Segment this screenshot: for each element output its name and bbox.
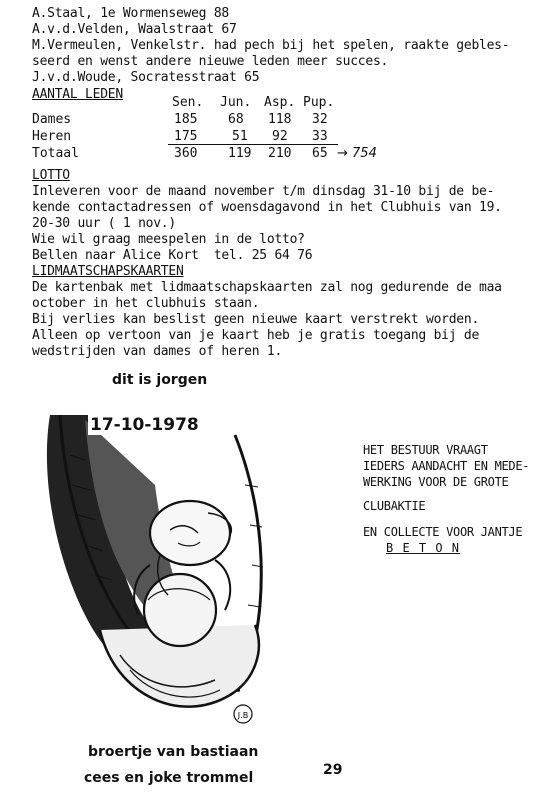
page-number: 29	[323, 762, 343, 778]
birth-caption-bottom: cees en joke trommel	[84, 770, 254, 786]
lotto-line: Wie wil graag meespelen in de lotto?	[32, 232, 305, 247]
col-jun: Jun.	[220, 95, 252, 110]
cell: 175	[174, 129, 198, 144]
lotto-heading: LOTTO	[32, 168, 70, 183]
cell: 32	[312, 112, 328, 127]
members-row-totaal	[32, 145, 432, 162]
members-heading: AANTAL LEDEN	[32, 87, 123, 102]
lotto-line: 20-30 uur ( 1 nov.)	[32, 216, 176, 231]
cell: 33	[312, 129, 328, 144]
cards-line: De kartenbak met lidmaatschapskaarten zal nog gedurende de maa	[32, 280, 502, 295]
cell: 118	[268, 112, 292, 127]
cards-line: october in het clubhuis staan.	[32, 296, 260, 311]
cell: 68	[228, 112, 244, 127]
address-line: M.Vermeulen, Venkelstr. had pech bij het spelen, raakte gebles-	[32, 38, 510, 53]
address-line: J.v.d.Woude, Socratesstraat 65	[32, 70, 260, 85]
col-asp: Asp.	[264, 95, 296, 110]
members-row-heren	[32, 128, 432, 145]
lotto-line: Bellen naar Alice Kort tel. 25 64 76	[32, 248, 313, 263]
grand-total: → 754	[337, 146, 377, 161]
birth-caption-bottom: broertje van bastiaan	[88, 744, 259, 760]
cell: 65	[312, 146, 328, 161]
address-line: seerd en wenst andere nieuwe leden meer succes.	[32, 54, 389, 69]
row-label: Heren	[32, 129, 72, 144]
cards-line: Alleen op vertoon van je kaart heb je gratis toegang bij de	[32, 328, 480, 343]
lotto-line: Inleveren voor de maand november t/m dinsdag 31-10 bij de be-	[32, 184, 495, 199]
artist-mark: J.B	[237, 711, 249, 720]
address-line: A.Staal, 1e Wormenseweg 88	[32, 6, 229, 21]
lotto-line: kende contactadressen of woensdagavond in het Clubhuis van 19.	[32, 200, 502, 215]
row-label: Totaal	[32, 146, 79, 161]
cell: 360	[174, 146, 198, 161]
birth-date: 17-10-1978	[90, 415, 199, 435]
birth-caption-top: dit is jorgen	[112, 372, 208, 388]
board-clubaktie: CLUBAKTIE	[363, 499, 426, 513]
cell: 185	[174, 112, 198, 127]
cell: 210	[268, 146, 292, 161]
address-line: A.v.d.Velden, Waalstraat 67	[32, 22, 237, 37]
cell: 119	[228, 146, 252, 161]
total-rule	[168, 144, 338, 145]
board-line: HET BESTUUR VRAAGT	[363, 443, 488, 457]
cards-line: wedstrijden van dames of heren 1.	[32, 344, 283, 359]
row-label: Dames	[32, 112, 72, 127]
members-row-dames	[32, 111, 432, 128]
col-sen: Sen.	[172, 95, 204, 110]
board-collecte: EN COLLECTE VOOR JANTJE	[363, 525, 523, 539]
cell: 51	[232, 129, 248, 144]
cell: 92	[272, 129, 288, 144]
board-line: WERKING VOOR DE GROTE	[363, 475, 509, 489]
col-pup: Pup.	[303, 95, 335, 110]
members-header-row	[32, 94, 432, 111]
board-line: IEDERS AANDACHT EN MEDE-	[363, 459, 530, 473]
cards-line: Bij verlies kan beslist geen nieuwe kaart verstrekt worden.	[32, 312, 480, 327]
members-table	[32, 94, 432, 162]
cards-heading: LIDMAATSCHAPSKAARTEN	[32, 264, 184, 279]
hands-with-baby-illustration	[30, 395, 290, 745]
board-beton: B E T O N	[386, 541, 461, 555]
